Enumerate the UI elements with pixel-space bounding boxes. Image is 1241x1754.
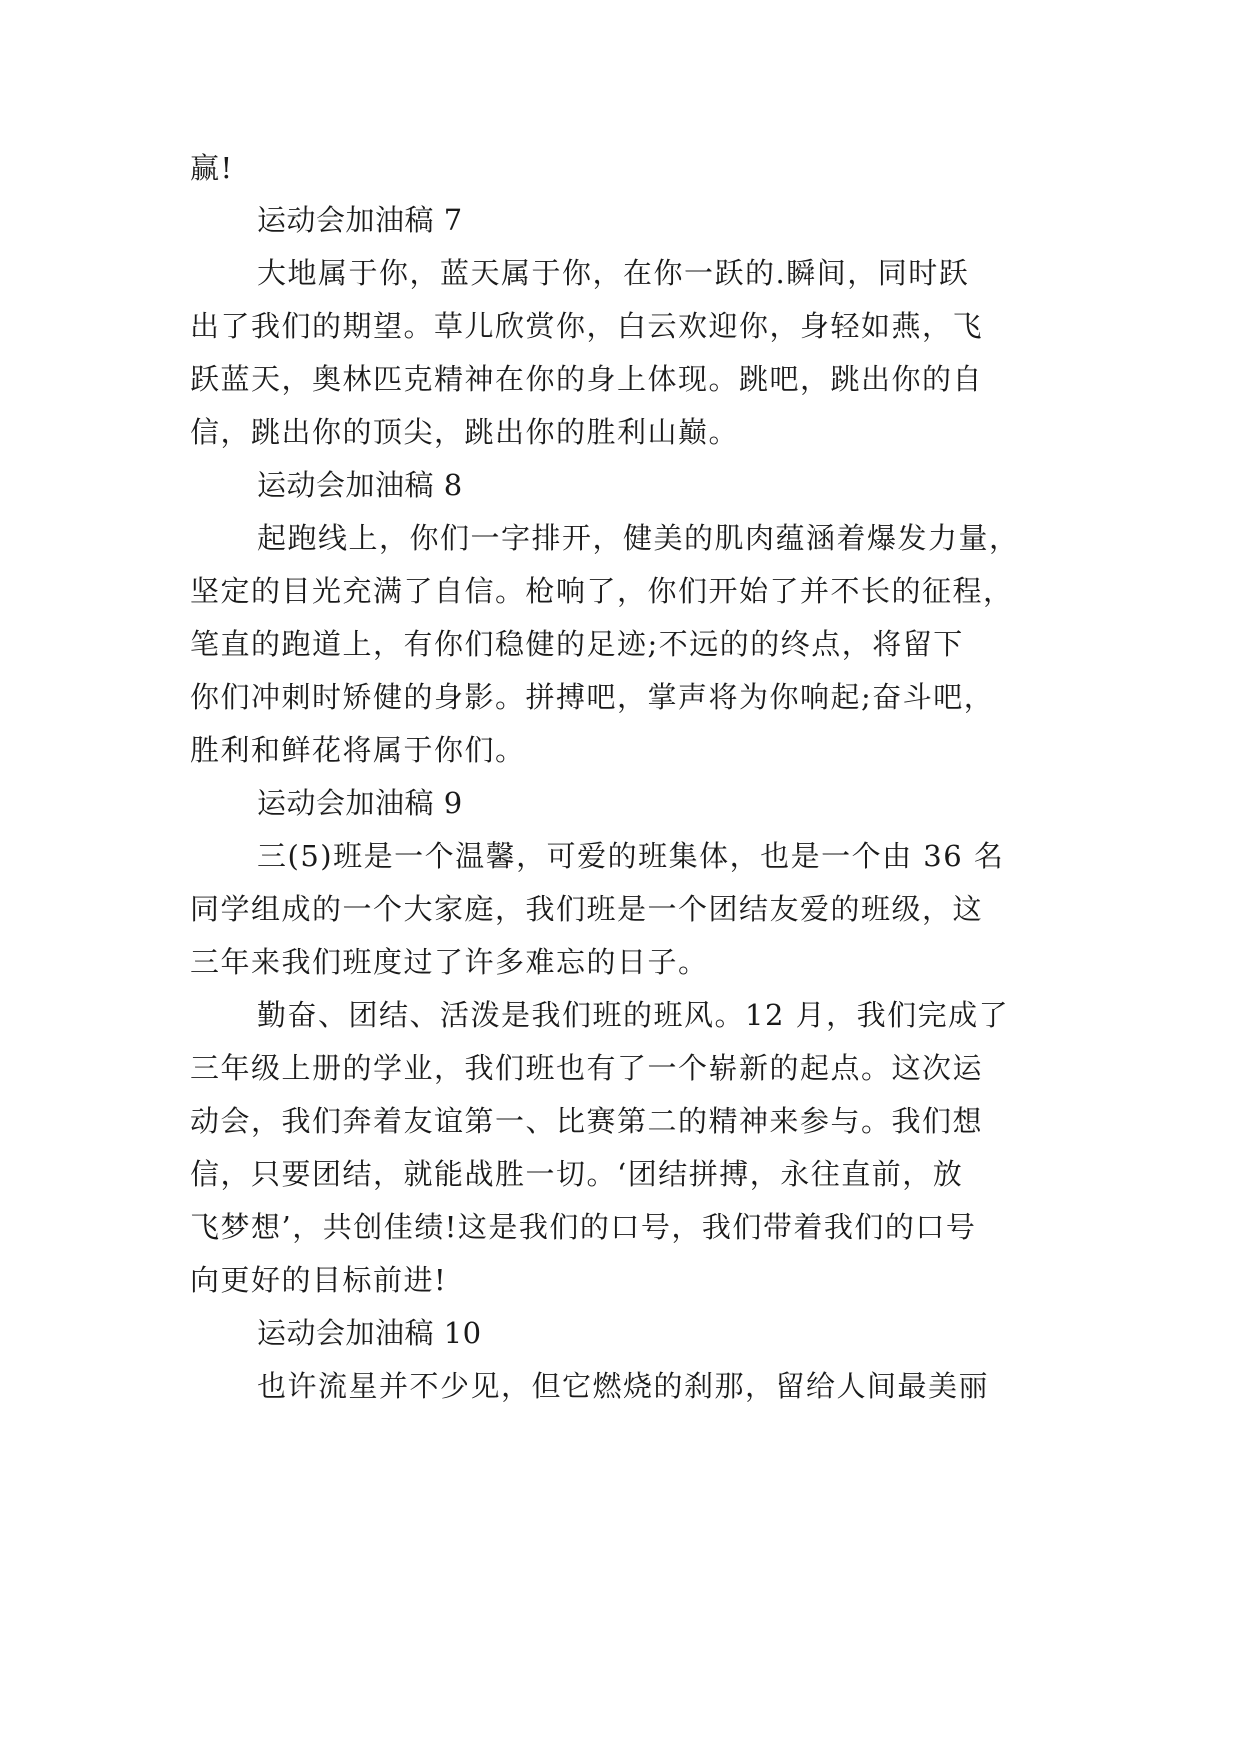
paragraph-line: 三年级上册的学业，我们班也有了一个崭新的起点。这次运 (190, 1051, 984, 1085)
paragraph-line: 胜利和鲜花将属于你们。 (190, 733, 526, 767)
paragraph-line: 也许流星并不少见，但它燃烧的刹那，留给人间最美丽 (257, 1369, 990, 1403)
paragraph-line: 三(5)班是一个温馨，可爱的班集体，也是一个由 36 名 (257, 839, 1005, 873)
paragraph-line: 飞梦想’，共创佳绩!这是我们的口号，我们带着我们的口号 (190, 1210, 977, 1244)
paragraph-line: 笔直的跑道上，有你们稳健的足迹;不远的的终点，将留下 (190, 627, 964, 661)
paragraph-line: 信，跳出你的顶尖，跳出你的胜利山巅。 (190, 415, 740, 449)
paragraph-line: 信，只要团结，就能战胜一切。‘团结拼搏，永往直前，放 (190, 1157, 964, 1191)
paragraph-line: 大地属于你，蓝天属于你，在你一跃的.瞬间，同时跃 (257, 256, 970, 290)
paragraph-line: 同学组成的一个大家庭，我们班是一个团结友爱的班级，这 (190, 892, 984, 926)
text-line: 赢! (190, 151, 234, 185)
paragraph-line: 你们冲刺时矫健的身影。拼搏吧，掌声将为你响起;奋斗吧， (190, 680, 995, 714)
paragraph-line: 出了我们的期望。草儿欣赏你，白云欢迎你，身轻如燕，飞 (190, 309, 984, 343)
section-heading: 运动会加油稿 7 (257, 203, 463, 237)
section-heading: 运动会加油稿 9 (257, 786, 463, 820)
paragraph-line: 勤奋、团结、活泼是我们班的班风。12 月，我们完成了 (257, 998, 1010, 1032)
section-heading: 运动会加油稿 10 (257, 1316, 482, 1350)
paragraph-line: 三年来我们班度过了许多难忘的日子。 (190, 945, 709, 979)
paragraph-line: 起跑线上，你们一字排开，健美的肌肉蕴涵着爆发力量， (257, 521, 1020, 555)
paragraph-line: 坚定的目光充满了自信。枪响了，你们开始了并不长的征程， (190, 574, 1014, 608)
paragraph-line: 动会，我们奔着友谊第一、比赛第二的精神来参与。我们想 (190, 1104, 984, 1138)
paragraph-line: 跃蓝天，奥林匹克精神在你的身上体现。跳吧，跳出你的自 (190, 362, 984, 396)
section-heading: 运动会加油稿 8 (257, 468, 463, 502)
paragraph-line: 向更好的目标前进! (190, 1263, 448, 1297)
